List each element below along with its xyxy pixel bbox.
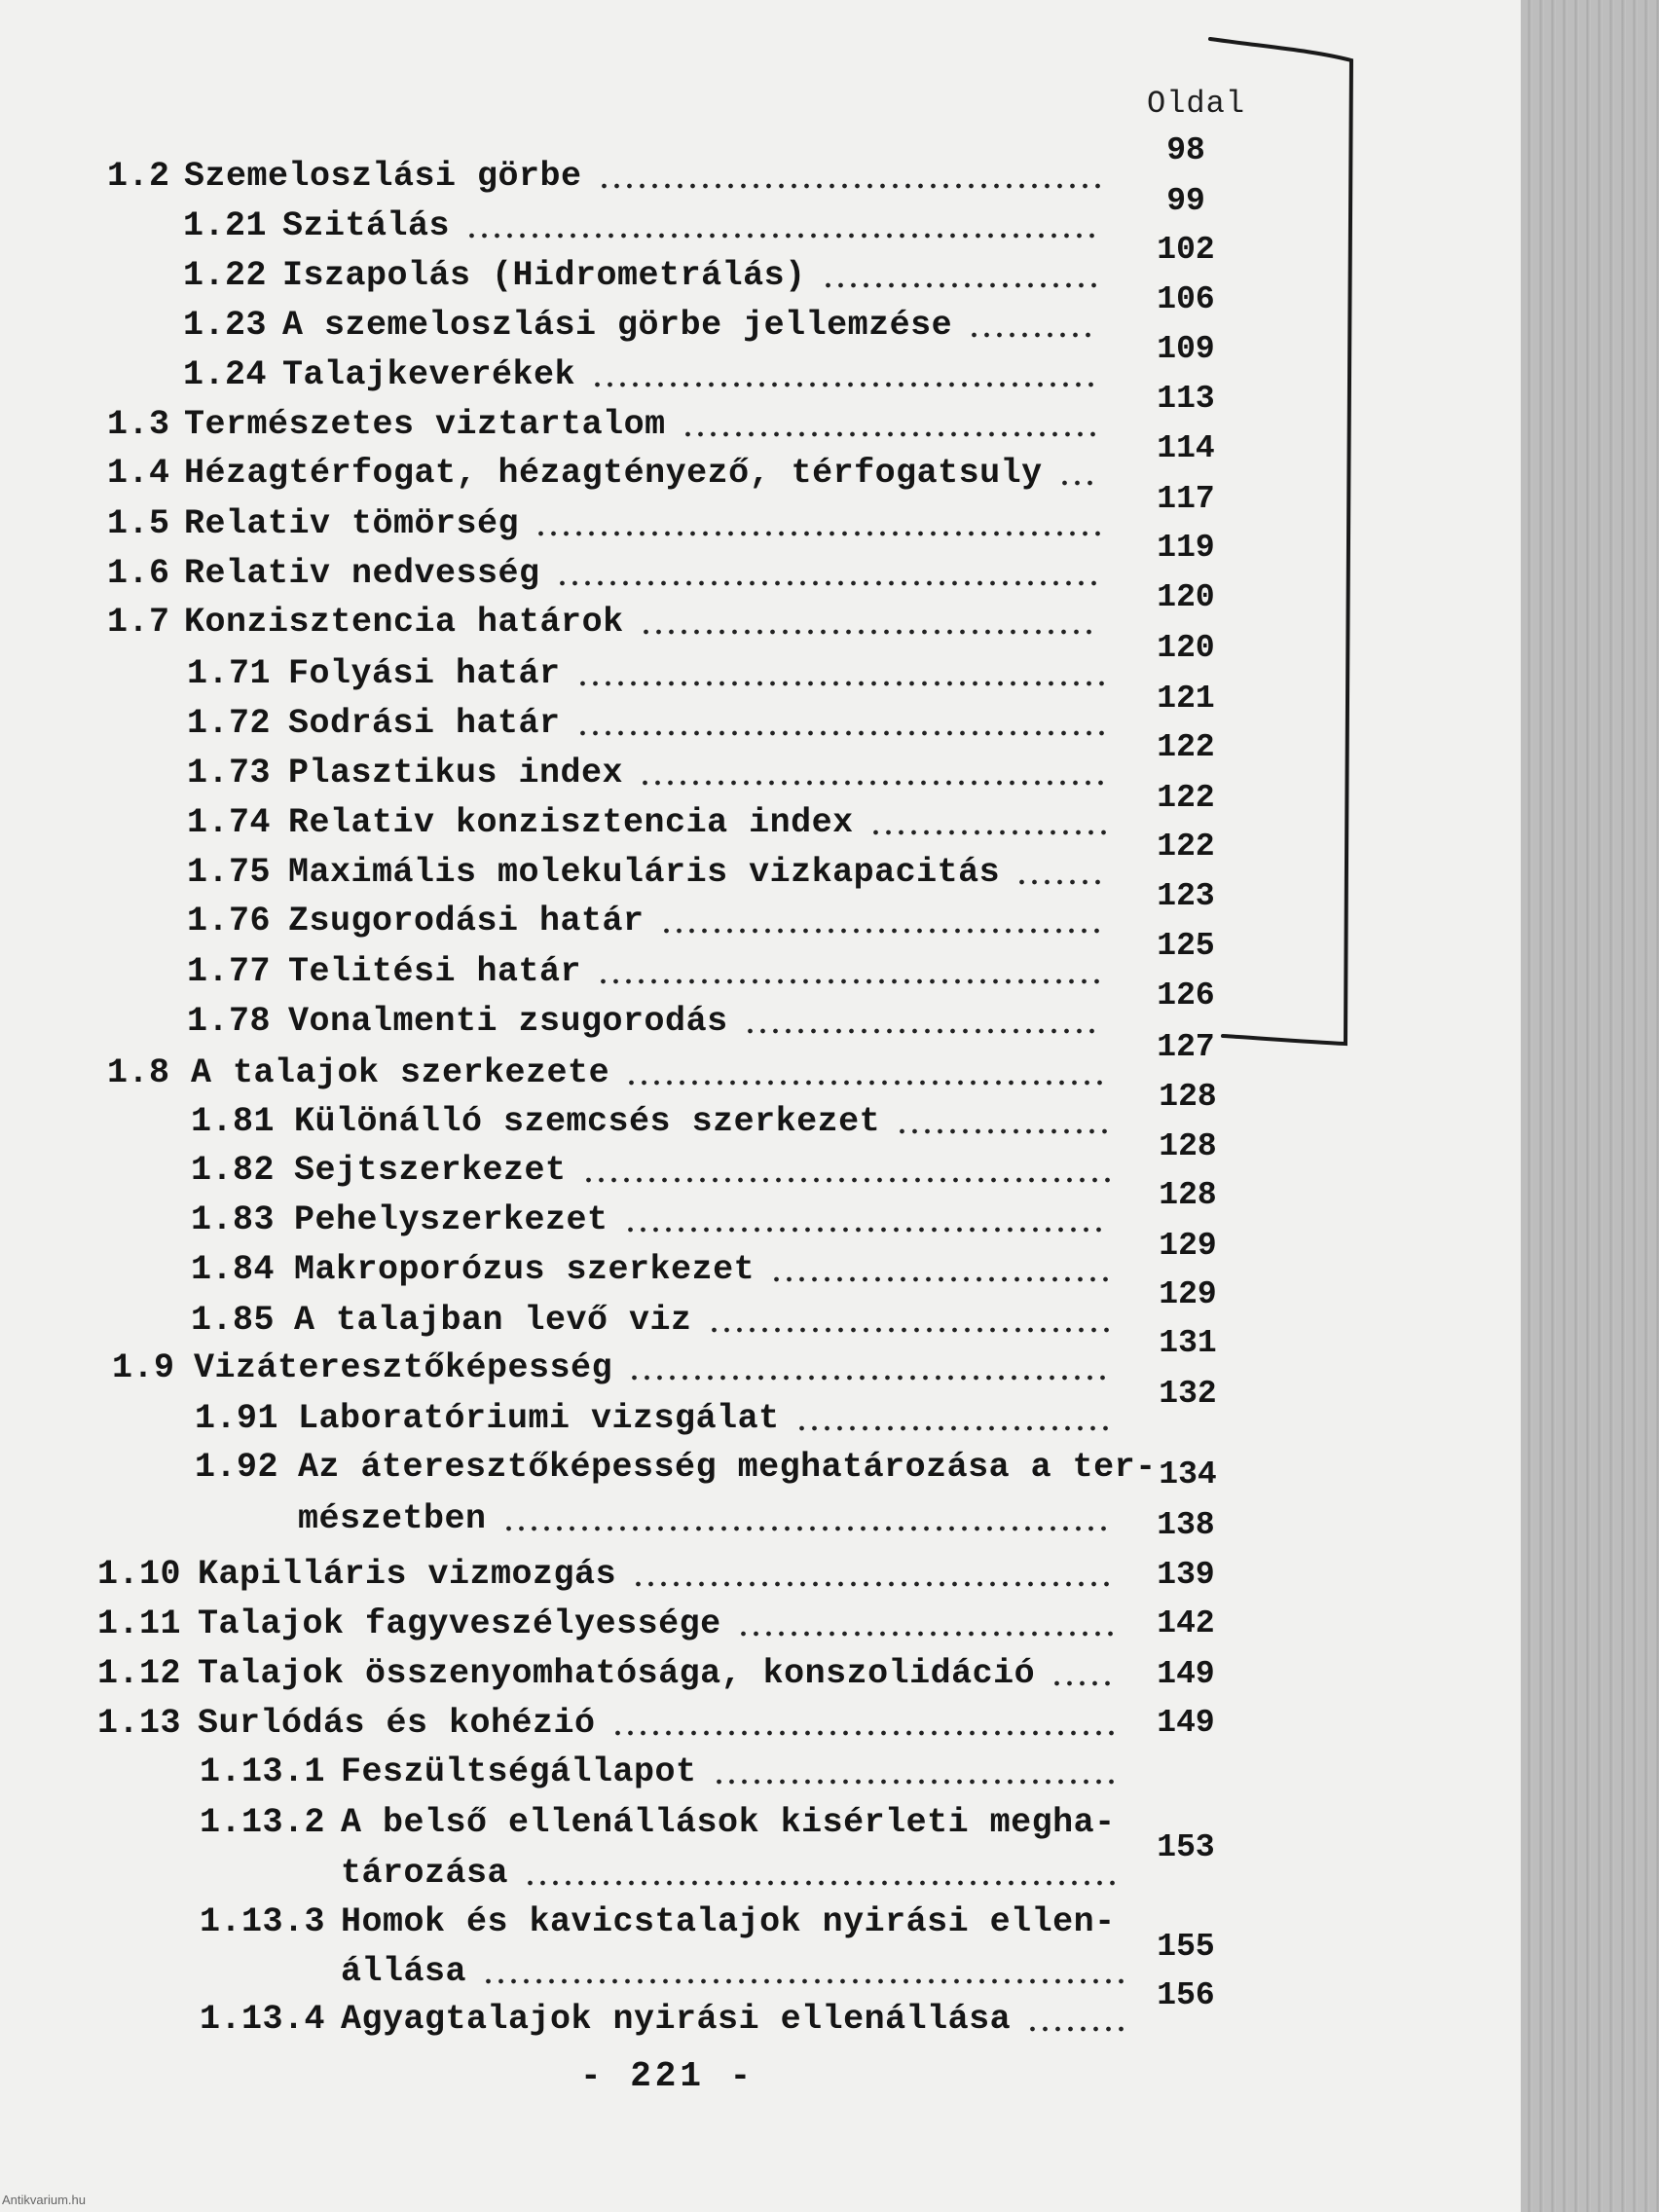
dot-leader	[582, 1176, 1114, 1184]
toc-entry	[0, 1550, 1519, 1599]
toc-entry-number: 1.73	[187, 754, 272, 793]
toc-page-number: 129	[1159, 1228, 1217, 1264]
toc-entry-number: 1.84	[191, 1250, 276, 1289]
toc-page-number: 106	[1157, 281, 1215, 317]
toc-entry-number: 1.13	[97, 1704, 182, 1743]
toc-page-number: 99	[1166, 183, 1205, 219]
toc-entry-number: 1.75	[187, 853, 272, 892]
toc-entry-title: Relativ tömörség	[184, 504, 520, 543]
toc-page-number: 149	[1157, 1656, 1215, 1692]
toc-entry-title: Hézagtérfogat, hézagtényező, térfogatsuly	[184, 454, 1043, 493]
toc-entry	[0, 1995, 1519, 2044]
toc-entry-number: 1.9	[112, 1348, 175, 1387]
toc-page-number: 155	[1157, 1929, 1215, 1965]
toc-entry-number: 1.23	[183, 306, 268, 345]
toc-entry-number: 1.76	[187, 902, 272, 940]
toc-entry-number: 1.71	[187, 654, 272, 693]
toc-entry-title: Vizáteresztőképesség	[194, 1348, 613, 1387]
toc-page-number: 126	[1157, 977, 1215, 1014]
toc-page-number: 120	[1157, 630, 1215, 666]
toc-page-number: 122	[1157, 829, 1215, 865]
toc-entry-title: Természetes viztartalom	[184, 405, 666, 444]
dot-leader	[896, 1127, 1111, 1135]
toc-entry-number: 1.91	[195, 1399, 279, 1438]
toc-entry-title: Maximális molekuláris vizkapacitás	[288, 853, 1001, 892]
toc-page-number: 120	[1157, 579, 1215, 615]
margin-bracket-mark	[0, 0, 1529, 1090]
dot-leader	[770, 1275, 1112, 1283]
toc-entry	[0, 1296, 1519, 1345]
toc-entry-title: mészetben	[298, 1499, 487, 1538]
toc-entry	[0, 1245, 1519, 1294]
toc-entry-number: 1.2	[107, 157, 170, 196]
toc-entry-number: 1.83	[191, 1200, 276, 1239]
toc-entry-title: Talajok összenyomhatósága, konszolidáció	[198, 1654, 1036, 1693]
toc-entry-number: 1.6	[107, 554, 170, 593]
toc-entry-title: Relativ konzisztencia index	[288, 803, 854, 842]
toc-entry-number: 1.21	[183, 206, 268, 245]
toc-entry-title: A szemeloszlási görbe jellemzése	[282, 306, 953, 345]
toc-page-number: 131	[1159, 1325, 1217, 1361]
toc-entry-number: 1.13.4	[200, 2000, 326, 2039]
toc-page-number: 122	[1157, 729, 1215, 765]
dot-leader	[482, 1977, 1127, 1985]
toc-entry-number: 1.82	[191, 1151, 276, 1190]
toc-page-number: 153	[1157, 1829, 1215, 1865]
toc-page-number: 121	[1157, 681, 1215, 717]
toc-entry-title: Az áteresztőképesség meghatározása a ter-	[298, 1448, 1157, 1487]
dot-leader	[628, 1374, 1109, 1382]
dot-leader	[611, 1729, 1118, 1737]
toc-page-number: 113	[1157, 381, 1215, 417]
toc-entry-title: Sodrási határ	[288, 704, 561, 743]
toc-entry-title: A belső ellenállások kisérleti megha-	[341, 1803, 1116, 1842]
dot-leader	[1026, 2025, 1127, 2033]
toc-page-number: 123	[1157, 878, 1215, 914]
toc-page-number: 102	[1157, 232, 1215, 268]
dot-leader	[632, 1580, 1113, 1588]
toc-entry-title: Agyagtalajok nyirási ellenállása	[341, 2000, 1012, 2039]
toc-entry-number: 1.12	[97, 1654, 182, 1693]
toc-entry-title: Relativ nedvesség	[184, 554, 540, 593]
toc-entry-title: Zsugorodási határ	[288, 902, 645, 940]
toc-page-number: 149	[1157, 1705, 1215, 1741]
watermark: Antikvarium.hu	[2, 2193, 86, 2207]
toc-entry-number: 1.72	[187, 704, 272, 743]
toc-page-number: 138	[1157, 1507, 1215, 1543]
toc-entry	[0, 1600, 1519, 1648]
toc-page-number: 128	[1159, 1079, 1217, 1115]
toc-entry-number: 1.13.3	[200, 1902, 326, 1941]
toc-page-number: 128	[1159, 1177, 1217, 1213]
toc-page-number: 132	[1159, 1376, 1217, 1412]
toc-entry-title: Plasztikus index	[288, 754, 624, 793]
dot-leader	[624, 1226, 1105, 1234]
dot-leader	[708, 1326, 1113, 1334]
toc-entry-number: 1.74	[187, 803, 272, 842]
toc-page-number: 142	[1157, 1605, 1215, 1641]
toc-entry-number: 1.3	[107, 405, 170, 444]
toc-page-number: 109	[1157, 331, 1215, 367]
toc-entry-title: Konzisztencia határok	[184, 603, 624, 642]
toc-entry	[0, 1798, 1519, 1847]
toc-entry-number: 1.7	[107, 603, 170, 642]
dot-leader	[737, 1630, 1117, 1638]
toc-entry	[0, 1898, 1519, 1946]
toc-entry-title: A talajban levő viz	[294, 1301, 692, 1340]
toc-entry-title: Sejtszerkezet	[294, 1151, 567, 1190]
toc-entry-title: Homok és kavicstalajok nyirási ellen-	[341, 1902, 1116, 1941]
toc-entry-title: tározása	[341, 1854, 509, 1893]
toc-entry-title: Szitálás	[282, 206, 451, 245]
toc-entry-title: Telitési határ	[288, 952, 582, 991]
toc-entry-number: 1.22	[183, 256, 268, 295]
toc-entry-title: Makroporózus szerkezet	[294, 1250, 756, 1289]
toc-entry-number: 1.77	[187, 952, 272, 991]
toc-entry-title: Feszültségállapot	[341, 1752, 697, 1791]
toc-entry-title: Pehelyszerkezet	[294, 1200, 608, 1239]
toc-page-number: 122	[1157, 780, 1215, 816]
toc-page-number: 117	[1157, 481, 1215, 517]
toc-entry-number: 1.13.2	[200, 1803, 326, 1842]
dot-leader	[502, 1525, 1110, 1532]
toc-entry-title: Surlódás és kohézió	[198, 1704, 596, 1743]
dot-leader	[1051, 1679, 1114, 1687]
toc-entry	[0, 1849, 1519, 1898]
toc-page-number: 125	[1157, 928, 1215, 964]
toc-page-number: 156	[1157, 1977, 1215, 2013]
dot-leader	[524, 1879, 1119, 1887]
toc-entry	[0, 1494, 1519, 1543]
toc-page-number: 134	[1159, 1456, 1217, 1493]
toc-entry	[0, 1443, 1519, 1492]
toc-entry-title: Kapilláris vizmozgás	[198, 1555, 617, 1594]
dot-leader	[795, 1424, 1112, 1432]
toc-entry-title: Talajok fagyveszélyessége	[198, 1604, 721, 1643]
toc-entry-number: 1.78	[187, 1002, 272, 1041]
toc-entry	[0, 1649, 1519, 1698]
toc-entry	[0, 1748, 1519, 1796]
page-column-header: Oldal	[1147, 86, 1246, 122]
toc-page-number: 114	[1157, 430, 1215, 466]
toc-entry-title: Különálló szemcsés szerkezet	[294, 1102, 881, 1141]
toc-entry-title: Talajkeverékek	[282, 355, 576, 394]
toc-entry-title: A talajok szerkezete	[191, 1053, 610, 1092]
toc-entry-title: Laboratóriumi vizsgálat	[298, 1399, 780, 1438]
toc-entry	[0, 1146, 1519, 1195]
toc-entry-number: 1.8	[107, 1053, 170, 1092]
page-number: - 221 -	[580, 2056, 756, 2096]
toc-entry-number: 1.13.1	[200, 1752, 326, 1791]
toc-page-number: 129	[1159, 1276, 1217, 1312]
toc-entry	[0, 1196, 1519, 1244]
toc-entry	[0, 1699, 1519, 1748]
toc-entry-number: 1.85	[191, 1301, 276, 1340]
toc-entry-number: 1.5	[107, 504, 170, 543]
toc-page-number: 139	[1157, 1557, 1215, 1593]
toc-entry	[0, 1394, 1519, 1443]
toc-page-number: 128	[1159, 1128, 1217, 1164]
toc-page-number: 98	[1166, 132, 1205, 168]
toc-page-number: 119	[1157, 530, 1215, 566]
toc-entry-number: 1.11	[97, 1604, 182, 1643]
toc-entry-number: 1.81	[191, 1102, 276, 1141]
toc-page-number: 127	[1157, 1029, 1215, 1065]
toc-entry-title: Folyási határ	[288, 654, 561, 693]
dot-leader	[713, 1778, 1118, 1786]
toc-entry-number: 1.10	[97, 1555, 182, 1594]
toc-entry-number: 1.4	[107, 454, 170, 493]
toc-entry	[0, 1344, 1519, 1392]
toc-entry	[0, 1097, 1519, 1146]
toc-entry-number: 1.92	[195, 1448, 279, 1487]
toc-entry-title: Szemeloszlási görbe	[184, 157, 582, 196]
toc-entry-title: Iszapolás (Hidrometrálás)	[282, 256, 806, 295]
page-stack-edge	[1521, 0, 1659, 2212]
toc-entry-title: Vonalmenti zsugorodás	[288, 1002, 728, 1041]
toc-entry	[0, 1947, 1519, 1996]
toc-entry-title: állása	[341, 1952, 467, 1991]
toc-entry-number: 1.24	[183, 355, 268, 394]
